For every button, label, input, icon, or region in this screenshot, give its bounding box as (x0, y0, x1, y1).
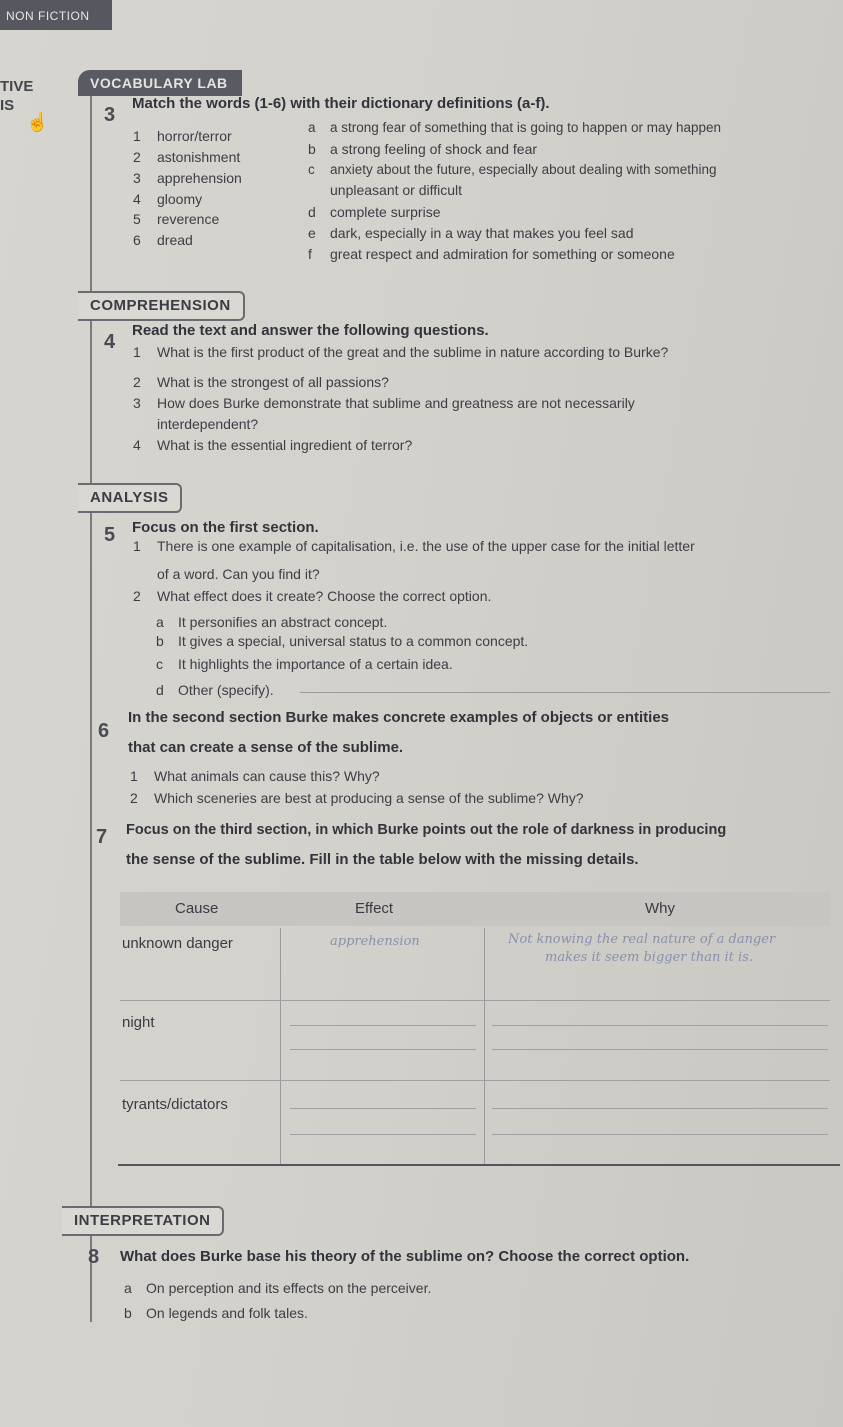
definition-item: b a strong feeling of shock and fear (308, 141, 538, 157)
answer-line[interactable] (492, 1134, 828, 1135)
column-divider (484, 928, 485, 1166)
q6-number: 6 (98, 720, 110, 742)
definition-item: f great respect and admiration for something or someone (308, 246, 675, 262)
answer-line[interactable] (290, 1049, 476, 1050)
definition-item: c anxiety about the future, especially about dealing with something (308, 162, 717, 177)
q7-instruction-line-1: Focus on the third section, in which Burke points out the role of darkness in producing (126, 822, 727, 838)
cell-why-line-2: makes it seem bigger than it is. (545, 950, 753, 965)
column-divider (280, 928, 281, 1166)
vocabulary-lab-tab: VOCABULARY LAB (78, 70, 242, 96)
cell-why[interactable] (492, 1025, 828, 1026)
q8-number: 8 (88, 1246, 100, 1268)
option-item: d Other (specify). (156, 682, 274, 698)
cell-cause: tyrants/dictators (122, 1096, 228, 1113)
word-item: 5 reverence (133, 211, 220, 227)
answer-line[interactable] (492, 1049, 828, 1050)
question-item: 2 Which sceneries are best at producing a sense of the sublime? Why? (130, 790, 584, 806)
specify-answer-line[interactable] (300, 692, 830, 693)
table-header-effect: Effect (355, 900, 394, 917)
definition-item: a a strong fear of something that is going to happen or may happen (308, 120, 722, 135)
q7-number: 7 (96, 826, 108, 848)
word-item: 4 gloomy (133, 191, 203, 207)
option-item: a It personifies an abstract concept. (156, 614, 388, 630)
table-header-cause: Cause (175, 900, 219, 917)
q5-instruction: Focus on the first section. (132, 519, 319, 536)
question-item: 2 What effect does it create? Choose the correct option. (133, 588, 492, 604)
cell-why[interactable] (492, 1108, 828, 1109)
option-item: b It gives a special, universal status to a common concept. (156, 633, 529, 649)
left-margin-rule (90, 92, 92, 1322)
cell-effect[interactable] (290, 1108, 476, 1109)
q6-instruction-line-1: In the second section Burke makes concrete examples of objects or entities (128, 709, 670, 726)
table-header-why: Why (645, 900, 675, 917)
margin-cut-top: TIVE (0, 78, 34, 95)
question-item: 1 There is one example of capitalisation, i.e. the use of the upper case for the initial letter (133, 538, 695, 554)
q6-instruction-line-2: that can create a sense of the sublime. (128, 739, 404, 756)
margin-cut-bottom: IS (0, 97, 15, 114)
definition-item: d complete surprise (308, 204, 441, 220)
table-bottom-rule (118, 1164, 840, 1166)
question-item: of a word. Can you find it? (157, 566, 320, 582)
word-item: 6 dread (133, 232, 193, 248)
q4-number: 4 (104, 331, 116, 353)
question-item: 1 What is the first product of the great and the sublime in nature according to Burke? (133, 344, 669, 360)
row-divider (120, 1080, 830, 1081)
analysis-tab: ANALYSIS (78, 483, 182, 513)
question-item: 2 What is the strongest of all passions? (133, 374, 389, 390)
q3-number: 3 (104, 104, 116, 126)
cell-effect[interactable] (290, 1025, 476, 1026)
q3-instruction: Match the words (1-6) with their dictionary definitions (a-f). (132, 95, 550, 112)
cell-why-line-1: Not knowing the real nature of a danger (508, 932, 776, 947)
header-strip (0, 0, 112, 30)
option-item: a On perception and its effects on the perceiver. (124, 1280, 432, 1296)
option-item: c It highlights the importance of a certain idea. (156, 656, 453, 672)
q7-instruction-line-2: the sense of the sublime. Fill in the table below with the missing details. (126, 851, 639, 868)
word-item: 2 astonishment (133, 149, 241, 165)
answer-line[interactable] (290, 1134, 476, 1135)
question-item: 1 What animals can cause this? Why? (130, 768, 380, 784)
option-item: b On legends and folk tales. (124, 1305, 308, 1321)
definition-item: e dark, especially in a way that makes you feel sad (308, 225, 634, 241)
question-item: 4 What is the essential ingredient of terror? (133, 437, 413, 453)
cell-cause: night (122, 1014, 155, 1031)
q8-instruction: What does Burke base his theory of the sublime on? Choose the correct option. (120, 1248, 690, 1265)
question-item: interdependent? (157, 416, 259, 432)
question-item: 3 How does Burke demonstrate that sublime and greatness are not necessarily (133, 395, 635, 411)
hand-pointer-icon: ☝ (26, 112, 49, 132)
interpretation-tab: INTERPRETATION (62, 1206, 224, 1236)
word-item: 3 apprehension (133, 170, 242, 186)
table-header-row (120, 892, 830, 926)
definition-item: unpleasant or difficult (330, 182, 463, 198)
q4-instruction: Read the text and answer the following questions. (132, 322, 489, 339)
cell-effect: apprehension (330, 934, 420, 949)
header-label: NON FICTION (6, 9, 90, 23)
word-item: 1 horror/terror (133, 128, 232, 144)
q5-number: 5 (104, 524, 116, 546)
row-divider (120, 1000, 830, 1001)
comprehension-tab: COMPREHENSION (78, 291, 245, 321)
cell-cause: unknown danger (122, 935, 233, 952)
